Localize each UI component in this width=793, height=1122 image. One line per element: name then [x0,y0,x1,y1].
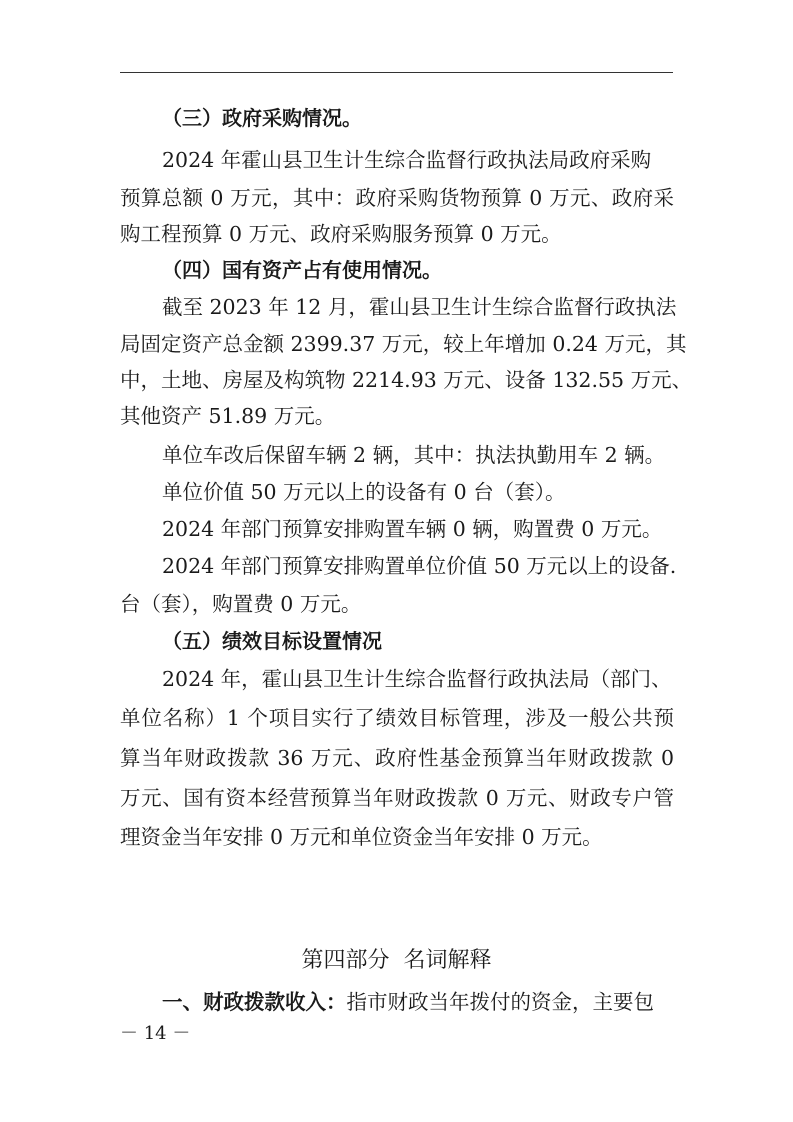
paragraph-line: 算当年财政拨款 36 万元、政府性基金预算当年财政拨款 0 [120,746,674,770]
section-heading-performance: （五）绩效目标设置情况 [162,629,382,653]
paragraph-line: 中，土地、房屋及构筑物 2214.93 万元、设备 132.55 万元、 [120,368,693,392]
section-heading-assets: （四）国有资产占有使用情况。 [162,258,442,282]
paragraph-line: 单位名称）1 个项目实行了绩效目标管理，涉及一般公共预 [120,706,674,730]
paragraph-line: 2024 年部门预算安排购置单位价值 50 万元以上的设备. [162,554,677,578]
paragraph-line: 单位车改后保留车辆 2 辆，其中：执法执勤用车 2 辆。 [162,443,666,467]
paragraph-line: 预算总额 0 万元，其中：政府采购货物预算 0 万元、政府采 [120,186,674,210]
section-heading-procurement: （三）政府采购情况。 [162,106,362,130]
header-rule [120,72,673,73]
paragraph-line: 理资金当年安排 0 万元和单位资金当年安排 0 万元。 [120,825,603,849]
paragraph-line: 2024 年，霍山县卫生计生综合监督行政执法局（部门、 [162,667,672,691]
page-number: － 14 － [120,1023,191,1044]
term-label: 一、财政拨款收入： [162,990,347,1014]
paragraph-line: 2024 年部门预算安排购置车辆 0 辆，购置费 0 万元。 [162,517,663,541]
paragraph-line: 截至 2023 年 12 月，霍山县卫生计生综合监督行政执法 [162,295,677,319]
term-definition-line [162,988,654,1016]
paragraph-line: 2024 年霍山县卫生计生综合监督行政执法局政府采购 [162,148,652,172]
paragraph-line: 万元、国有资本经营预算当年财政拨款 0 万元、财政专户管 [120,786,674,810]
paragraph-line: 单位价值 50 万元以上的设备有 0 台（套）。 [162,480,566,504]
paragraph-line: 其他资产 51.89 万元。 [120,404,336,428]
paragraph-line: 购工程预算 0 万元、政府采购服务预算 0 万元。 [120,222,562,246]
paragraph-line: 台（套），购置费 0 万元。 [120,592,362,616]
term-text: 指市财政当年拨付的资金，主要包 [346,990,654,1014]
part-title: 第四部分 名词解释 [301,948,492,973]
paragraph-line: 局固定资产总金额 2399.37 万元，较上年增加 0.24 万元，其 [120,332,687,356]
